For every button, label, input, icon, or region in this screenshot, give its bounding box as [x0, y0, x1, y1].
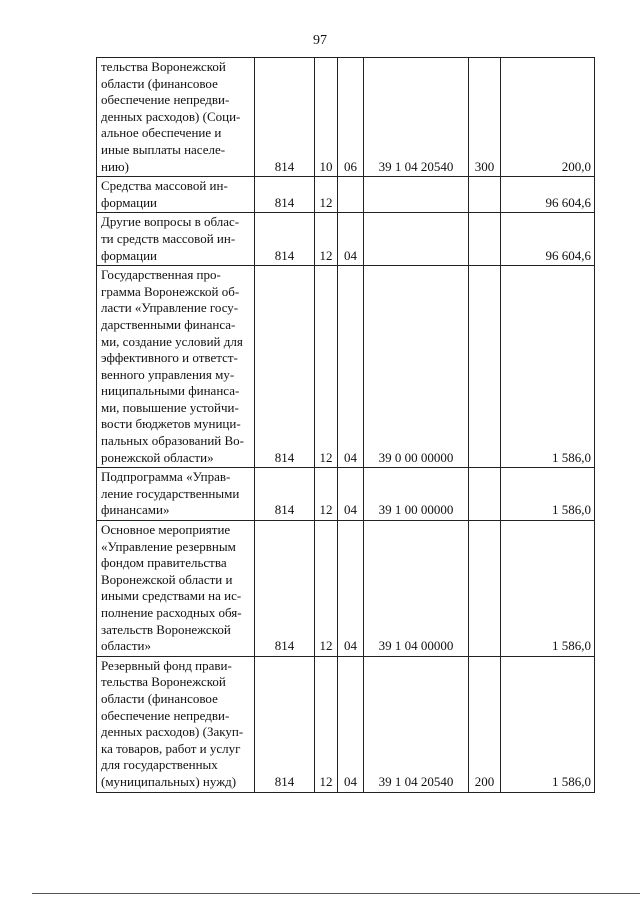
section-code-cell: 12	[315, 656, 338, 792]
ministry-code-cell: 814	[255, 213, 315, 266]
target-article-cell: 39 1 00 00000	[364, 468, 469, 521]
expense-type-cell	[469, 468, 501, 521]
subsection-code-cell: 04	[338, 266, 364, 468]
subsection-code-cell: 06	[338, 58, 364, 177]
expense-name-cell: Основное мероприятие «Управление резервным фондом правительства Воронежской области и иными средствами на ис-полнение расходных обя-зательств Воронежской области»	[97, 521, 255, 657]
target-article-cell: 39 1 04 20540	[364, 58, 469, 177]
expense-name-cell: Государственная про-грамма Воронежской об-ласти «Управление госу-дарственными финанса-ми, создание условий для эффективного и ответст-венного управления му-ниципальными финанса-ми, повышение устойчи-вости бюджетов муници-пальных образований Во-ронежской области»	[97, 266, 255, 468]
expense-type-cell: 200	[469, 656, 501, 792]
expense-type-cell	[469, 266, 501, 468]
table-row	[97, 266, 595, 468]
subsection-code-cell: 04	[338, 521, 364, 657]
ministry-code-cell: 814	[255, 521, 315, 657]
expense-type-cell: 300	[469, 58, 501, 177]
section-code-cell: 12	[315, 266, 338, 468]
subsection-code-cell: 04	[338, 468, 364, 521]
target-article-cell: 39 1 04 00000	[364, 521, 469, 657]
expense-type-cell	[469, 177, 501, 213]
ministry-code-cell: 814	[255, 177, 315, 213]
expense-name-cell: тельства Воронежской области (финансовое обеспечение непредви-денных расходов) (Соци-альное обеспечение и иные выплаты населе-нию)	[97, 58, 255, 177]
ministry-code-cell: 814	[255, 58, 315, 177]
subsection-code-cell	[338, 177, 364, 213]
expense-name-cell: Средства массовой ин-формации	[97, 177, 255, 213]
expense-type-cell	[469, 521, 501, 657]
table-row	[97, 656, 595, 792]
target-article-cell	[364, 213, 469, 266]
bottom-rule	[32, 893, 640, 894]
amount-cell: 96 604,6	[501, 213, 595, 266]
section-code-cell: 10	[315, 58, 338, 177]
section-code-cell: 12	[315, 213, 338, 266]
table-row	[97, 177, 595, 213]
page-number: 97	[313, 33, 327, 48]
section-code-cell: 12	[315, 468, 338, 521]
target-article-cell	[364, 177, 469, 213]
target-article-cell: 39 0 00 00000	[364, 266, 469, 468]
table-row	[97, 213, 595, 266]
section-code-cell: 12	[315, 521, 338, 657]
amount-cell: 1 586,0	[501, 266, 595, 468]
ministry-code-cell: 814	[255, 266, 315, 468]
table-row	[97, 521, 595, 657]
expense-type-cell	[469, 213, 501, 266]
subsection-code-cell: 04	[338, 656, 364, 792]
ministry-code-cell: 814	[255, 468, 315, 521]
amount-cell: 200,0	[501, 58, 595, 177]
amount-cell: 96 604,6	[501, 177, 595, 213]
table-row	[97, 58, 595, 177]
amount-cell: 1 586,0	[501, 656, 595, 792]
budget-table-body	[97, 58, 595, 793]
target-article-cell: 39 1 04 20540	[364, 656, 469, 792]
subsection-code-cell: 04	[338, 213, 364, 266]
amount-cell: 1 586,0	[501, 468, 595, 521]
expense-name-cell: Другие вопросы в облас-ти средств массовой ин-формации	[97, 213, 255, 266]
table-row	[97, 468, 595, 521]
ministry-code-cell: 814	[255, 656, 315, 792]
expense-name-cell: Резервный фонд прави-тельства Воронежской области (финансовое обеспечение непредви-денных расходов) (Закуп-ка товаров, работ и услуг для государственных (муниципальных) нужд)	[97, 656, 255, 792]
amount-cell: 1 586,0	[501, 521, 595, 657]
section-code-cell: 12	[315, 177, 338, 213]
expense-name-cell: Подпрограмма «Управ-ление государственными финансами»	[97, 468, 255, 521]
budget-table	[96, 57, 595, 793]
